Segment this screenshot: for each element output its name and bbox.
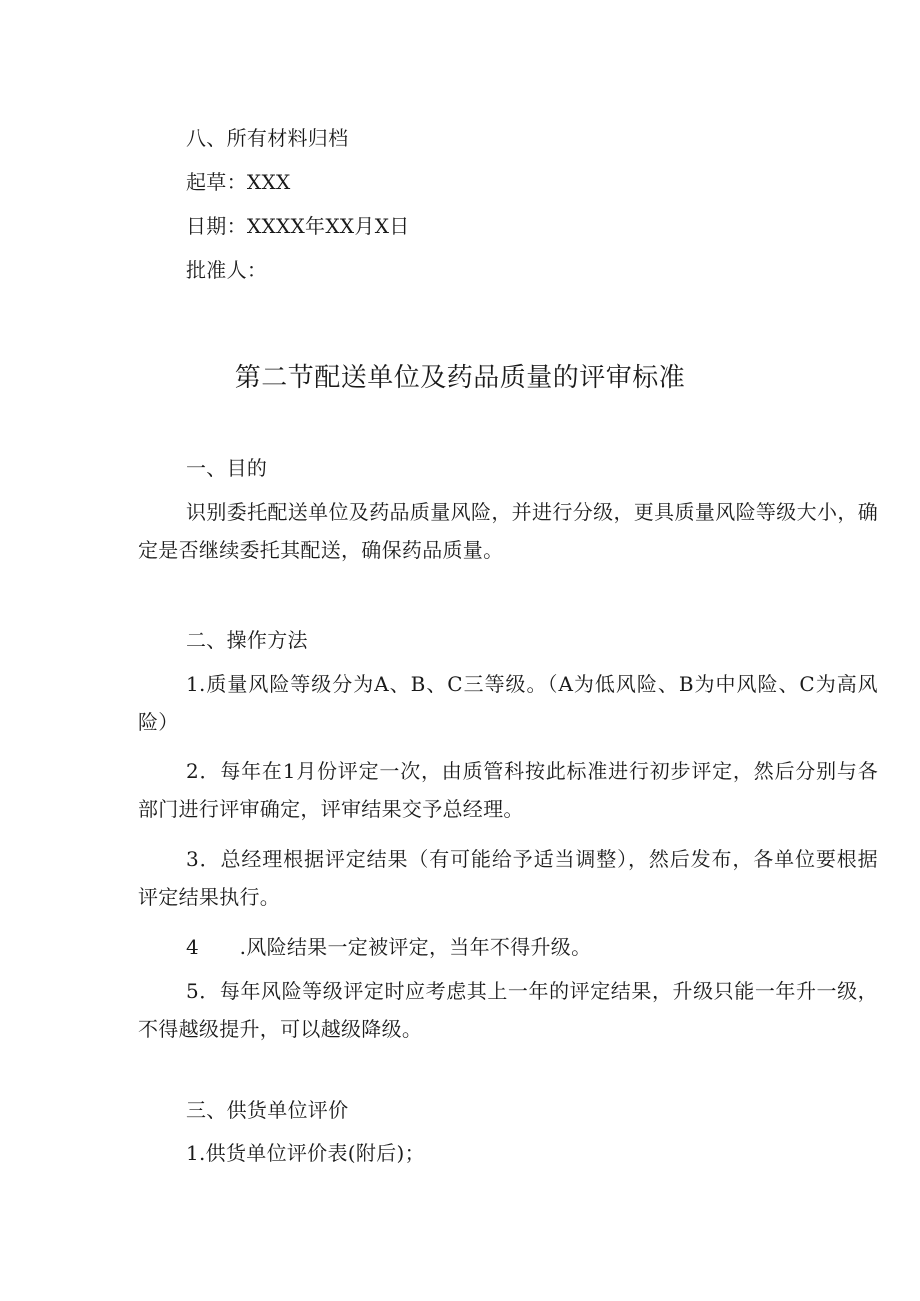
date-line: 日期：XXXX年XX月X日 <box>186 214 410 238</box>
archive-item-eight: 八、所有材料归档 <box>186 126 349 150</box>
method-item-2: 2．每年在1月份评定一次，由质管科按此标准进行初步评定，然后分别与各部门进行评审确定，评审结果交予总经理。 <box>138 759 878 821</box>
method-item-3: 3．总经理根据评定结果（有可能给予适当调整），然后发布，各单位要根据评定结果执行。 <box>138 847 878 909</box>
method-item-5: 5．每年风险等级评定时应考虑其上一年的评定结果，升级只能一年升一级，不得越级提升，可以越级降级。 <box>138 979 878 1041</box>
supplier-item-1: 1.供货单位评价表(附后)； <box>186 1141 425 1165</box>
method-item-1: 1.质量风险等级分为A、B、C三等级。（A为低风险、B为中风险、C为高风险） <box>138 672 878 734</box>
supplier-heading: 三、供货单位评价 <box>186 1098 349 1122</box>
section-title: 第二节配送单位及药品质量的评审标准 <box>234 363 686 393</box>
approver-line: 批准人： <box>186 258 268 282</box>
drafter-line: 起草：XXX <box>186 170 291 194</box>
purpose-paragraph: 识别委托配送单位及药品质量风险，并进行分级，更具质量风险等级大小，确定是否继续委托其配送，确保药品质量。 <box>138 500 878 562</box>
method-heading: 二、操作方法 <box>186 628 308 652</box>
method-item-4: 4 .风险结果一定被评定，当年不得升级。 <box>186 935 592 959</box>
purpose-heading: 一、目的 <box>186 456 268 480</box>
